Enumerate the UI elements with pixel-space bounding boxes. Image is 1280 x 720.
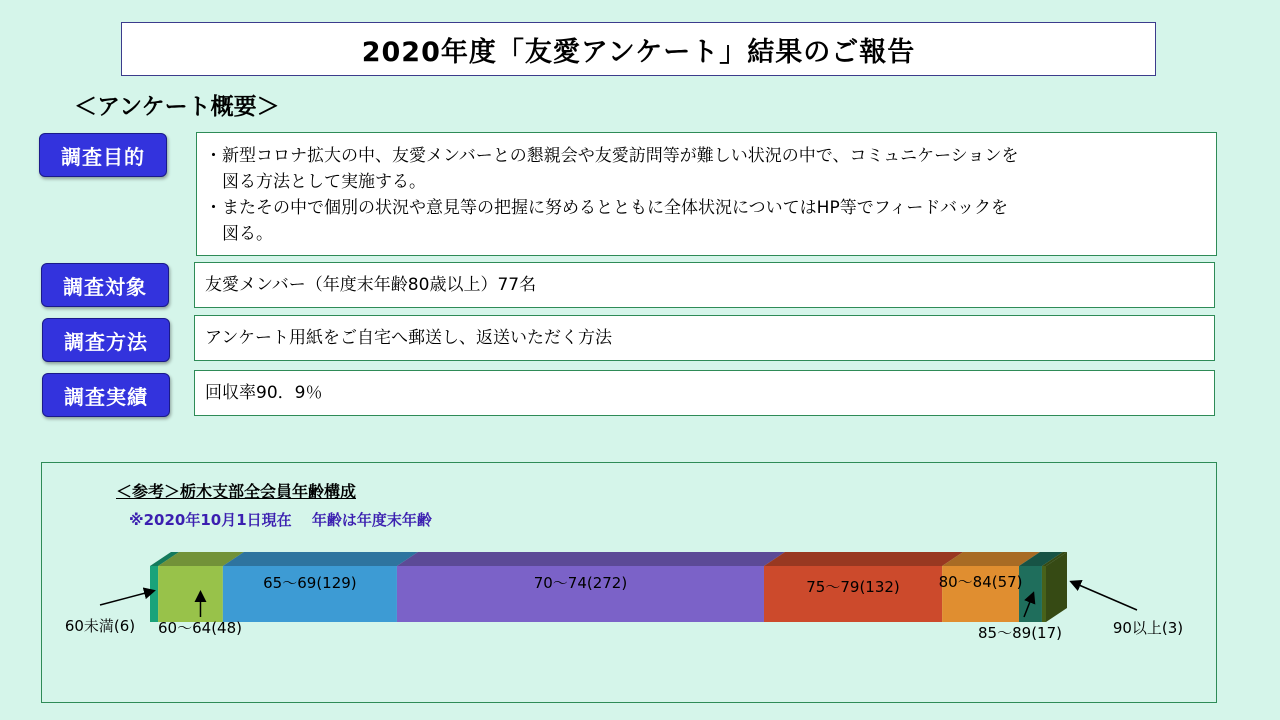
results-label: 調査実績 bbox=[42, 373, 170, 417]
bar-label-1: 60～64(48) bbox=[158, 619, 242, 637]
bar-segment-2-top bbox=[223, 552, 418, 566]
bar-label-3: 70～74(272) bbox=[533, 574, 628, 592]
bar-label-0: 60未満(6) bbox=[64, 617, 136, 635]
bar-label-7: 90以上(3) bbox=[1112, 619, 1184, 637]
purpose-line: 図る方法として実施する。 bbox=[205, 172, 426, 192]
label-arrow-0 bbox=[100, 591, 153, 605]
purpose-label: 調査目的 bbox=[39, 133, 167, 177]
bar-label-2: 65～69(129) bbox=[263, 574, 357, 592]
bar-segment-1 bbox=[158, 566, 223, 622]
results-text: 回収率90．9％ bbox=[205, 383, 323, 403]
label-arrow-7 bbox=[1072, 582, 1137, 610]
method-label: 調査方法 bbox=[42, 318, 170, 362]
overview-heading: ＜アンケート概要＞ bbox=[74, 94, 280, 120]
target-label: 調査対象 bbox=[41, 263, 169, 307]
bar-segment-7 bbox=[1042, 566, 1046, 622]
bar-segment-3-top bbox=[397, 552, 785, 566]
purpose-line: ・新型コロナ拡大の中、友愛メンバーとの懇親会や友愛訪問等が難しい状況の中で、コミュニケーションを bbox=[205, 146, 1019, 166]
bar-segment-0 bbox=[150, 566, 158, 622]
page-title: 2020年度「友愛アンケート」結果のご報告 bbox=[121, 22, 1156, 76]
bar-label-5: 80～84(57) bbox=[938, 573, 1023, 591]
reference-note: ※2020年10月1日現在 年齢は年度末年齢 bbox=[129, 511, 432, 529]
purpose-line: ・またその中で個別の状況や意見等の把握に努めるとともに全体状況についてはHP等でフィードバックを bbox=[205, 198, 1008, 218]
target-text: 友愛メンバー（年度末年齢80歳以上）77名 bbox=[205, 275, 537, 295]
bar-label-4: 75～79(132) bbox=[806, 578, 900, 596]
method-text: アンケート用紙をご自宅へ郵送し、返送いただく方法 bbox=[205, 328, 612, 348]
reference-title: ＜参考＞栃木支部全会員年齢構成 bbox=[116, 482, 357, 501]
purpose-line: 図る。 bbox=[205, 224, 273, 244]
bar-segment-4-top bbox=[764, 552, 963, 566]
bar-label-6: 85～89(17) bbox=[978, 624, 1062, 642]
